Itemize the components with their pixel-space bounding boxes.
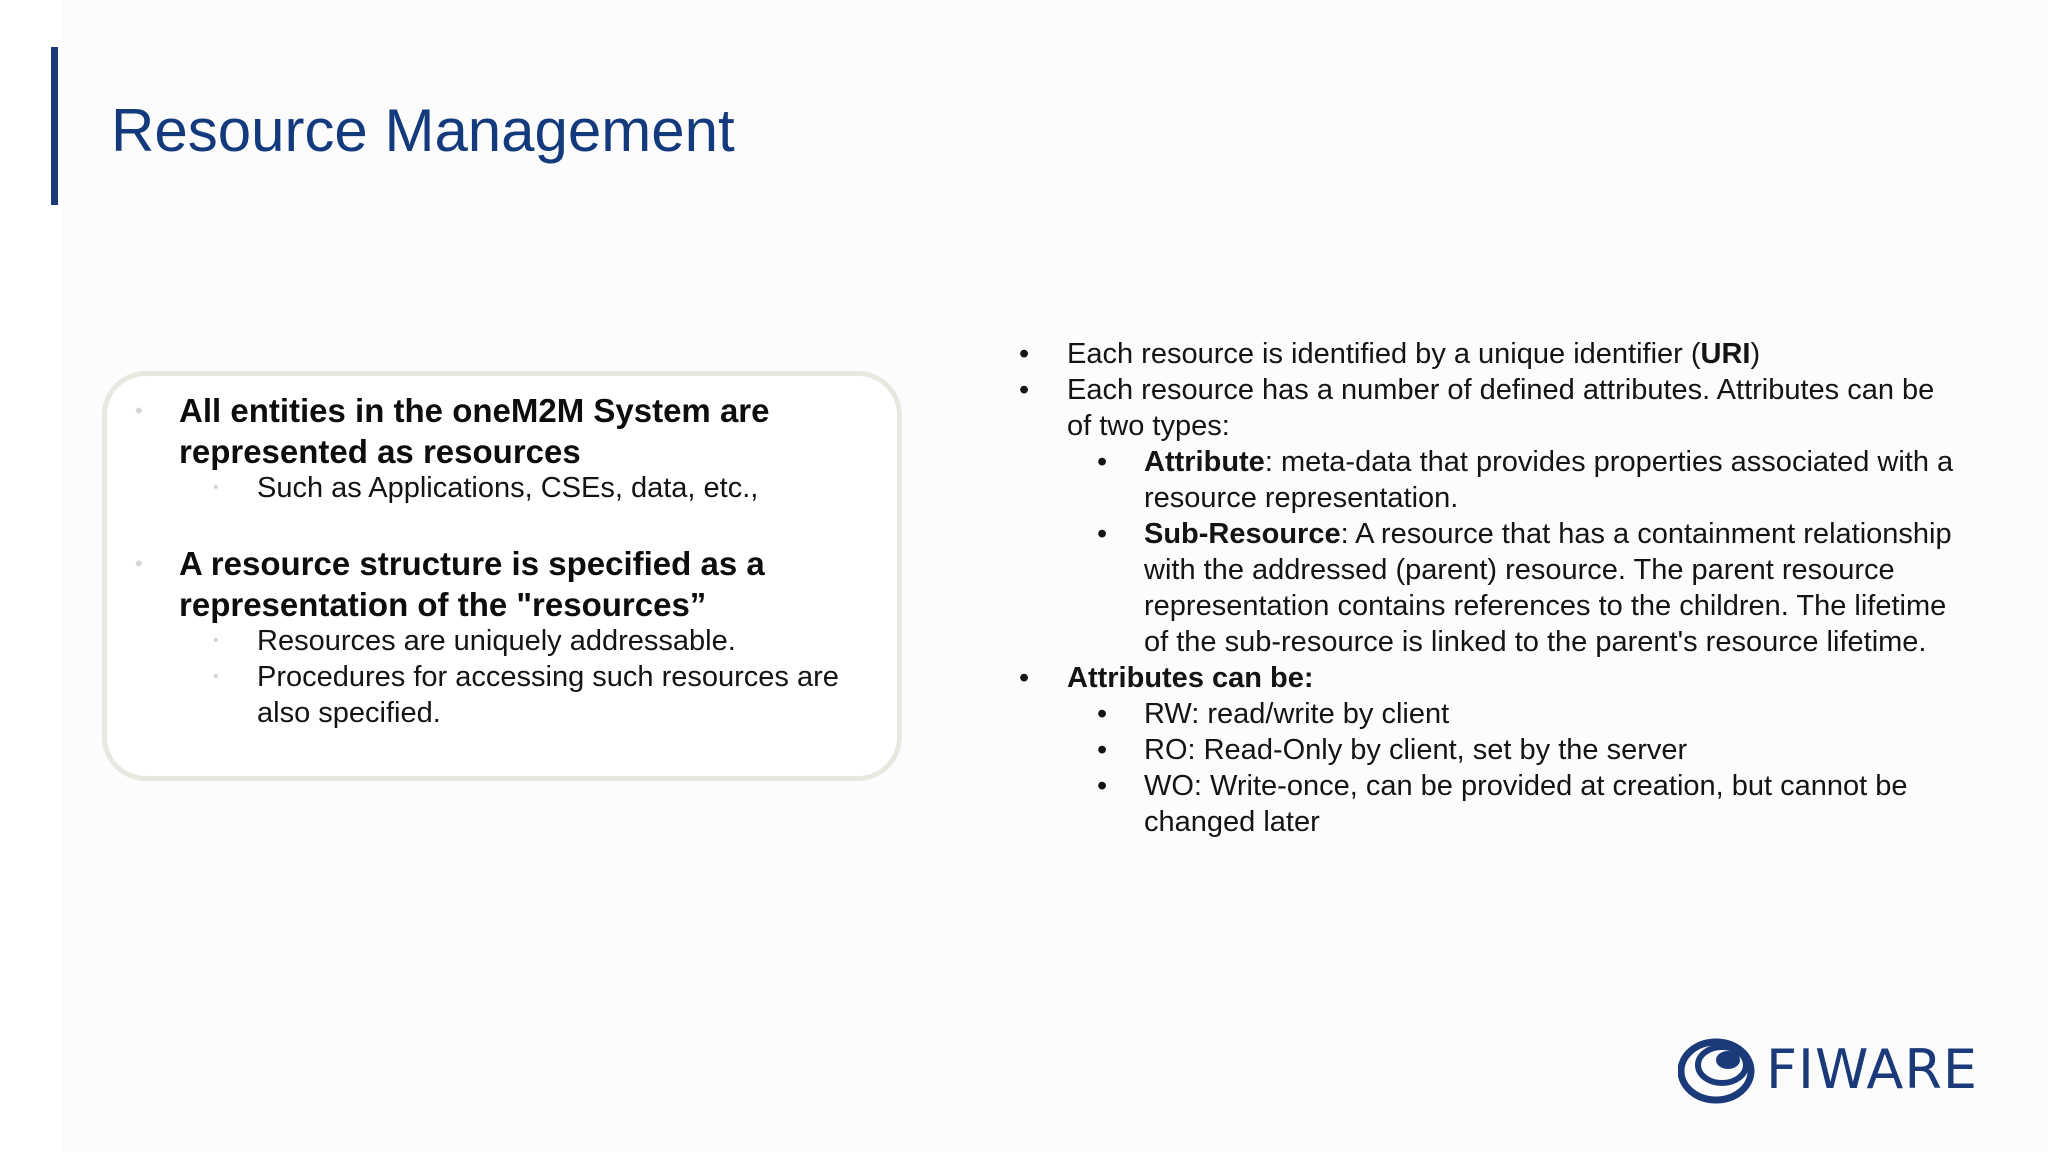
bullet-icon: • [1097,518,1108,550]
sub-bullet-icon: • [213,479,219,496]
summary-subpoint-1-1: Such as Applications, CSEs, data, etc., [257,472,759,504]
detail-subitem-wo: • WO: Write-once, can be provided at creation, but cannot be changed later [1097,770,1908,838]
detail-subitem-attribute: • Attribute: meta-data that provides properties associated with a resource representation. [1097,446,1954,514]
logo-wordmark: FIWARE [1766,1038,1979,1101]
bullet-icon: • [1019,374,1030,406]
bullet-icon: • [1019,662,1030,694]
detail-subitem-rw: • RW: read/write by client [1097,698,1450,730]
detail-item-attribute-modes: • Attributes can be: [1019,662,1314,694]
detail-item-uri: • Each resource is identified by a unique identifier (URI) [1019,338,1761,370]
summary-subpoint-2-2: Procedures for accessing such resources are also specified. [257,661,839,729]
summary-box [102,371,902,781]
detail-item-attributes: • Each resource has a number of defined attributes. Attributes can be of two types: [1019,374,1935,442]
bullet-icon: • [1019,338,1030,370]
detail-subitem-sub-resource: • Sub-Resource: A resource that has a containment relationship with the addressed (parent) resource. The parent resource representation contains references to the children. The lifetime of the sub-resource is linked to the parent's resource lifetime. [1097,518,1952,658]
bullet-icon: • [1097,734,1108,766]
summary-subpoint-2-1: Resources are uniquely addressable. [257,625,736,657]
details-list [1015,336,1965,840]
bullet-icon: • [135,398,143,423]
summary-point-2: A resource structure is specified as a representation of the "resources” [179,545,765,623]
sub-bullet-icon: • [213,668,219,685]
fiware-logo [1678,1038,1979,1104]
bullet-icon: • [1097,770,1108,802]
sub-bullet-icon: • [213,632,219,649]
bullet-icon: • [1097,446,1108,478]
summary-point-1: All entities in the oneM2M System are represented as resources [179,392,770,470]
fiware-swirl-icon [1678,1038,1758,1104]
detail-subitem-ro: • RO: Read-Only by client, set by the server [1097,734,1688,766]
bullet-icon: • [1097,698,1108,730]
slide-title: Resource Management [111,97,735,164]
title-accent-bar [51,47,58,205]
bullet-icon: • [135,551,143,576]
